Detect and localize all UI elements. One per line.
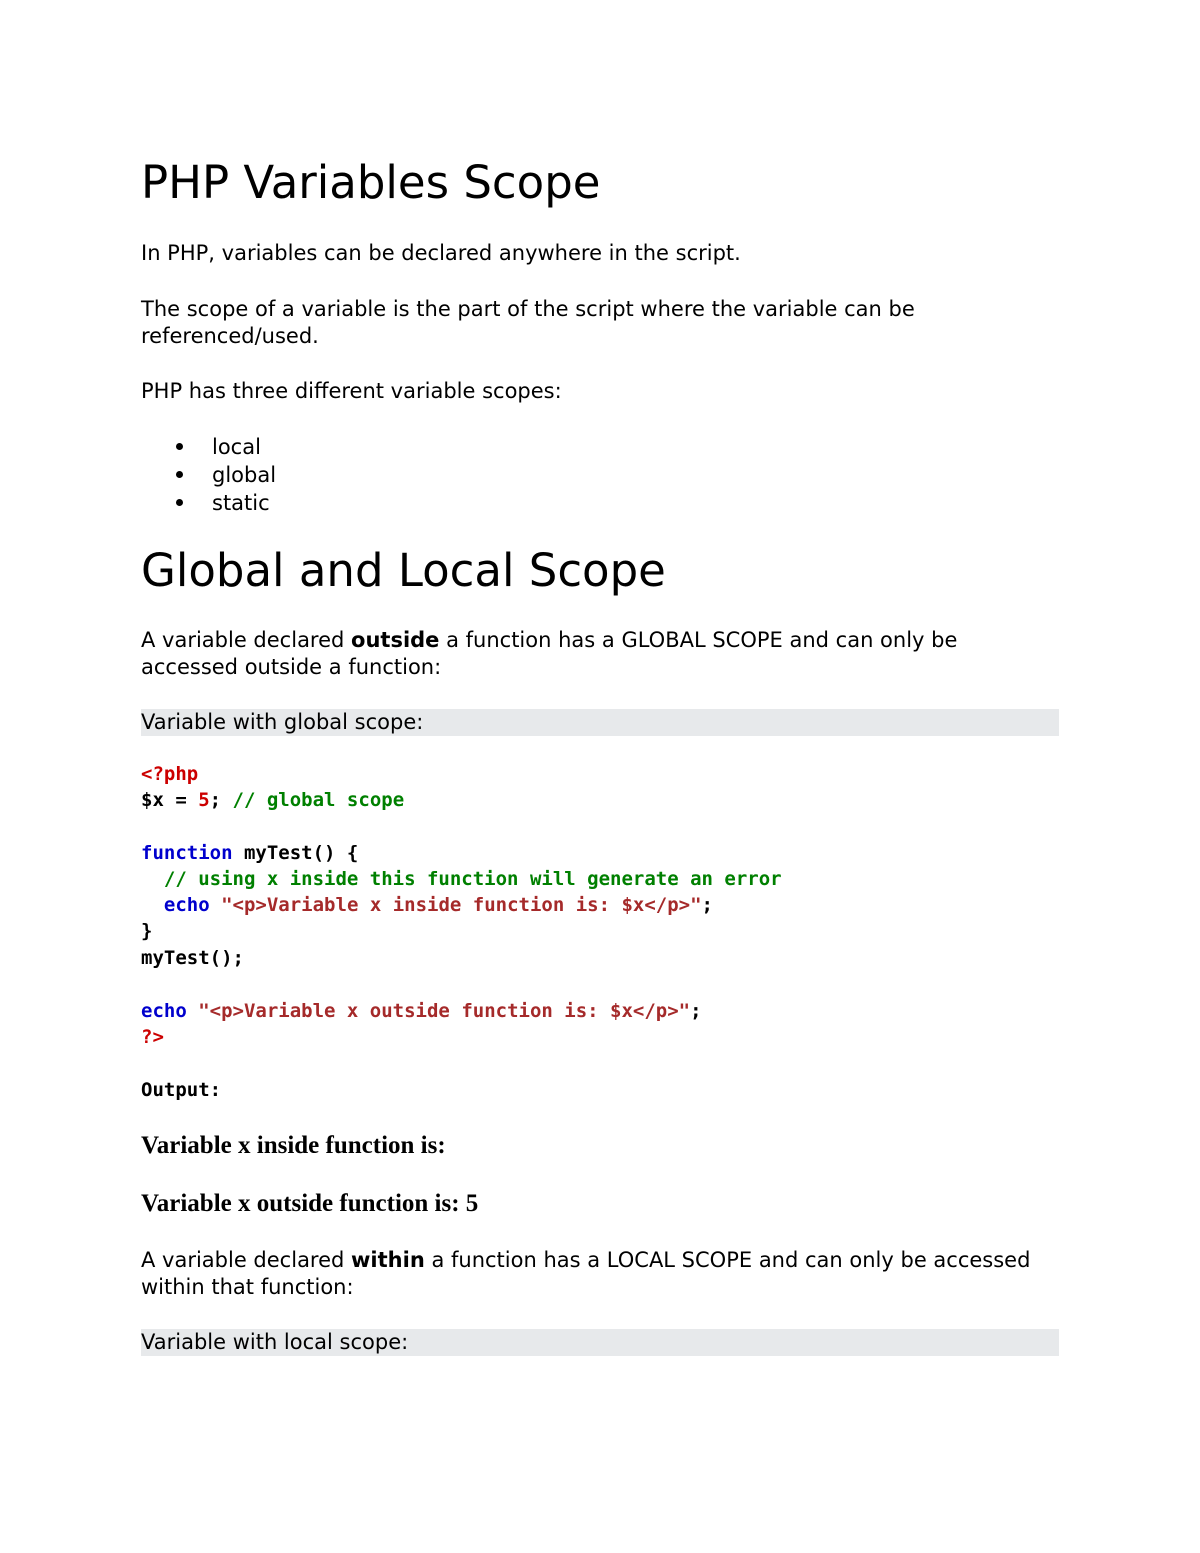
intro-paragraph-3: PHP has three different variable scopes:	[141, 379, 562, 403]
output-line-1: Variable x inside function is:	[141, 1132, 446, 1159]
output-line-2: Variable x outside function is: 5	[141, 1190, 479, 1217]
list-item: static	[141, 489, 276, 517]
example-label-global: Variable with global scope:	[141, 709, 1059, 736]
intro-paragraph-1: In PHP, variables can be declared anywhere in the script.	[141, 241, 741, 265]
bullet-icon	[176, 443, 183, 450]
code-block-global: <?php $x = 5; // global scope function myTest() { // using x inside this function will generate an error echo "<p>Variable x inside function is: $x</p>"; } myTest(); echo "<p>Variable x outside function is: $x</p>"; ?>	[141, 763, 782, 1048]
global-scope-paragraph: A variable declared outside a function has a GLOBAL SCOPE and can only be accessed outside a function:	[141, 628, 958, 679]
section-heading: Global and Local Scope	[141, 544, 666, 597]
output-label: Output:	[141, 1079, 222, 1101]
scope-list	[141, 433, 276, 517]
bullet-icon	[176, 471, 183, 478]
bullet-icon	[176, 499, 183, 506]
intro-paragraph-2: The scope of a variable is the part of the script where the variable can be referenced/used.	[141, 297, 915, 348]
example-label-local: Variable with local scope:	[141, 1329, 1059, 1356]
page-title: PHP Variables Scope	[141, 156, 601, 209]
local-scope-paragraph: A variable declared within a function has a LOCAL SCOPE and can only be accessed within that function:	[141, 1248, 1031, 1299]
list-item: local	[141, 433, 276, 461]
list-item: global	[141, 461, 276, 489]
